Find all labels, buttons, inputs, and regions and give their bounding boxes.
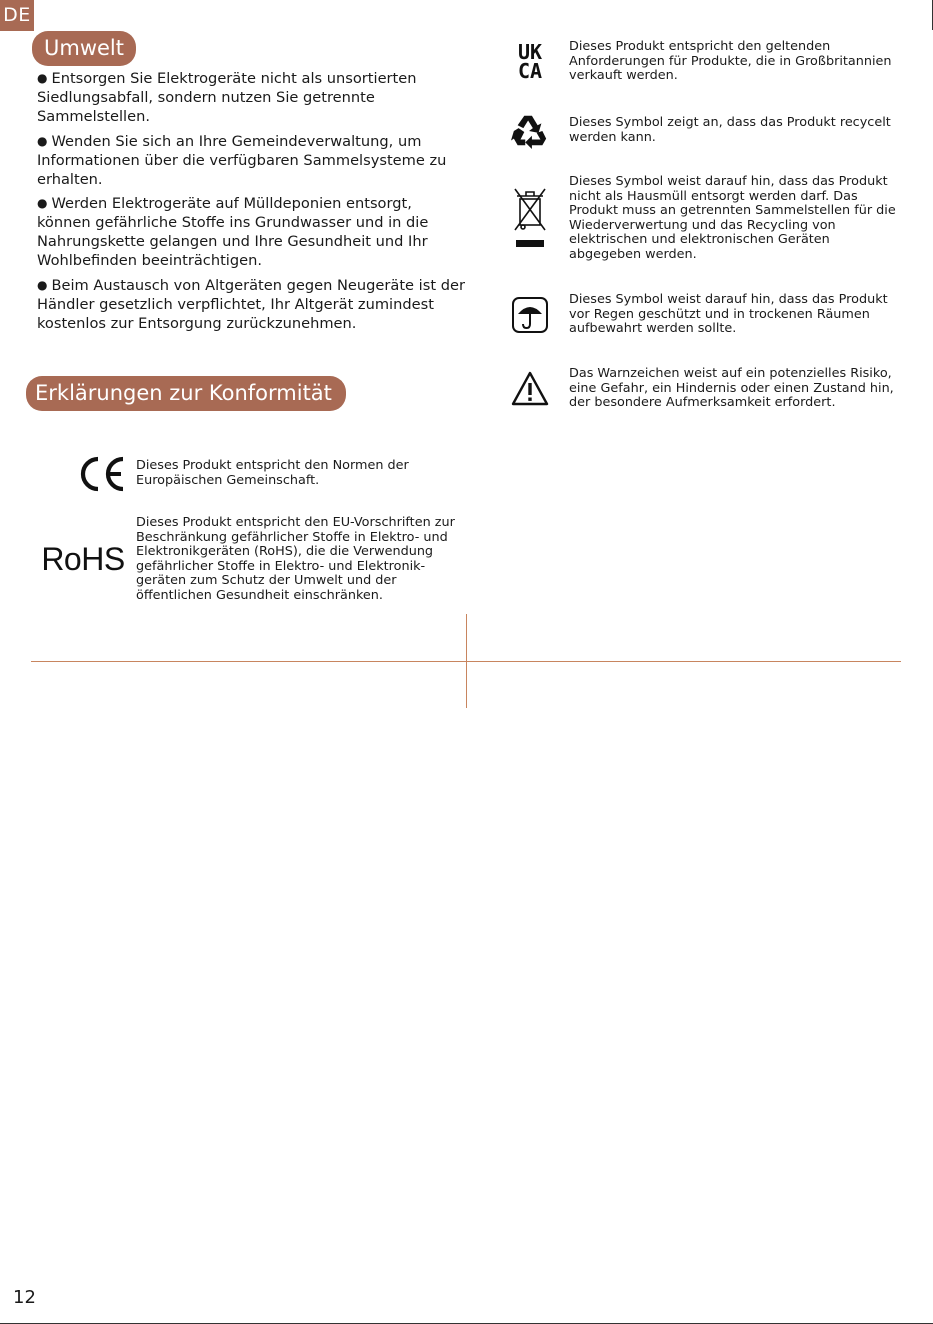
ce-statement bbox=[76, 455, 466, 493]
ukca-mark-line: UK bbox=[517, 39, 543, 64]
crossed-bin-icon bbox=[510, 183, 550, 255]
weee-statement bbox=[510, 175, 900, 263]
umbrella-icon bbox=[510, 294, 550, 336]
warning-triangle-icon bbox=[510, 368, 550, 410]
page-number: 12 bbox=[13, 1287, 36, 1308]
warning-statement-text: Das Warnzeichen weist auf ein potenzielles Risiko, eine Gefahr, ein Hindernis oder einen Zustand hin, der besondere Aufmerksamkeit erfordert. bbox=[569, 366, 894, 411]
recycle-statement-text: Dieses Symbol zeigt an, dass das Produkt recycelt werden kann. bbox=[569, 115, 891, 145]
ce-mark-icon bbox=[76, 455, 126, 493]
section-title-conformity: Erklärungen zur Konformität bbox=[26, 376, 346, 411]
weee-statement-text: Dieses Symbol weist darauf hin, dass das Produkt nicht als Hausmüll entsorgt werden darf. Das Produkt muss an getrennten Sammelstellen für die Wiederverwertung und das Recycling von elektrischen und elektronischen Geräten abgegeben werden. bbox=[569, 174, 896, 262]
ukca-mark-line: CA bbox=[517, 58, 543, 83]
environment-bullet-list bbox=[37, 70, 467, 340]
environment-bullet: ● Wenden Sie sich an Ihre Gemeindeverwaltung, um Informationen über die verfügbaren Sammelsysteme zu erhalten. bbox=[37, 133, 467, 190]
ukca-statement-text: Dieses Produkt entspricht den geltenden Anforderungen für Produkte, die in Großbritannien verkauft werden. bbox=[569, 39, 892, 84]
rohs-statement-text: Dieses Produkt entspricht den EU-Vorschriften zur Beschränkung gefährlicher Stoffe in Elektro- und Elektronikgeräten (RoHS), die die Verwendung gefährlicher Stoffe in Elektro- und Elektronik-geräten zum Schutz der Umwelt und der öffentlichen Gesundheit einschränken. bbox=[136, 515, 455, 603]
ce-statement-text: Dieses Produkt entspricht den Normen der Europäischen Gemeinschaft. bbox=[136, 458, 409, 488]
recycle-icon bbox=[510, 111, 550, 151]
environment-bullet: ● Beim Austausch von Altgeräten gegen Neugeräte ist der Händler gesetzlich verpflichtet, Ihr Altgerät zumindest kostenlos zur Entsorgung zurückzunehmen. bbox=[37, 277, 467, 334]
rohs-logo: RoHS bbox=[41, 541, 125, 578]
dry-statement-text: Dieses Symbol weist darauf hin, dass das Produkt vor Regen geschützt und in trockenen Räumen aufbewahrt werden sollte. bbox=[569, 292, 888, 337]
recycle-statement bbox=[510, 111, 900, 151]
section-title-environment: Umwelt bbox=[32, 31, 136, 66]
language-tag: DE bbox=[0, 0, 34, 31]
environment-bullet: ● Entsorgen Sie Elektrogeräte nicht als unsortierten Siedlungsabfall, sondern nutzen Sie getrennte Sammelstellen. bbox=[37, 70, 467, 127]
dry-statement bbox=[510, 293, 900, 337]
divider-vertical bbox=[466, 614, 467, 708]
ukca-mark-icon bbox=[510, 39, 550, 83]
rohs-statement bbox=[40, 516, 466, 604]
environment-bullet: ● Werden Elektrogeräte auf Mülldeponien entsorgt, können gefährliche Stoffe ins Grundwasser und in die Nahrungskette gelangen und Ihre Gesundheit und Ihr Wohlbefinden beeinträchtigen. bbox=[37, 195, 467, 271]
warning-statement bbox=[510, 367, 900, 411]
ukca-statement bbox=[510, 40, 900, 84]
